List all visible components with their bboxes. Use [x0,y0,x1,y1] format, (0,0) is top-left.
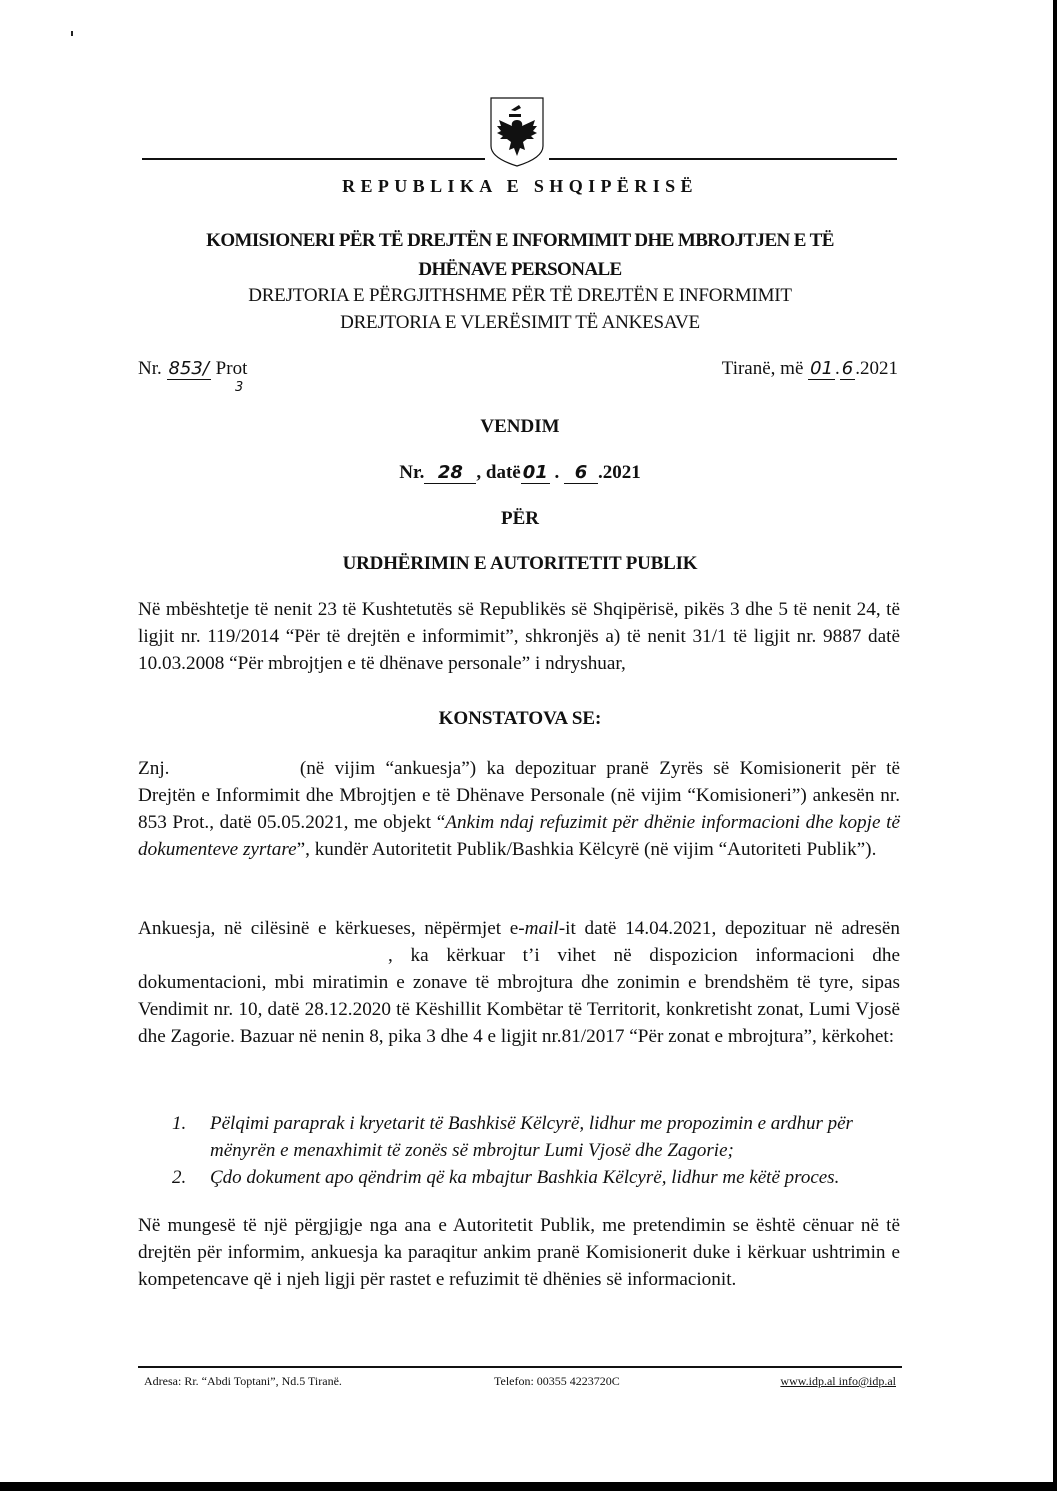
footer-rule [138,1366,902,1368]
list-item: 1. Pëlqimi paraprak i kryetarit të Bashkisë Këlcyrë, lidhur me propozimin e ardhur për mënyrën e menaxhimit të zonës së mbrojtur Lumi Vjosë dhe Zagorie; [172,1113,853,1161]
date-day: 01 [810,358,834,379]
list-item: 2. Çdo dokument apo qëndrim që ka mbajtur Bashkia Këlcyrë, lidhur me këtë proces. [172,1167,840,1188]
albanian-coat-of-arms-icon [487,96,547,168]
appeal-paragraph: Në mungesë të një përgjigje nga ana e Autoritetit Publik, me pretendimin se është cënuar në të drejtën për informim, ankuesja ka paraqitur ankim pranë Komisionerit duke i kërkuar ushtrimin e kompetencave që i njeh ligji për rastet e refuzimit të dhënies së informacionit. [138,1215,900,1290]
footer-address: Adresa: Rr. “Abdi Toptani”, Nd.5 Tiranë. [144,1374,342,1388]
date-month: 6 [841,358,854,379]
directorate: DREJTORIA E VLERËSIMIT TË ANKESAVE [340,312,700,333]
protocol-number-handwritten: 853/ [168,358,209,379]
institution-name [138,226,902,284]
institution-line-1: KOMISIONERI PËR TË DREJTËN E INFORMIMIT DHE MBROJTJEN E TË [206,230,834,251]
findings-heading: KONSTATOVA SE: [438,708,602,729]
decision-nr-handwritten: 28 [424,463,476,484]
place-date: Tiranë, më 01 . 6 .2021 [721,358,898,379]
directorate-general: DREJTORIA E PËRGJITHSHME PËR TË DREJTËN E INFORMIMIT [248,285,792,306]
decision-number: Nr. 28 , datë 01 . 6 .2021 [399,462,641,483]
scan-border-right [1053,0,1057,1491]
header-rule-left [142,158,485,160]
scan-speck [71,31,73,36]
footer-phone: Telefon: 00355 4223720C [494,1374,620,1388]
directorates [138,282,902,336]
complaint-paragraph: Znj. (në vijim “ankuesja”) ka depozituar pranë Zyrës së Komisionerit për të Drejtën e Informimit dhe Mbrojtjen e të Dhënave Personale (në vijim “Komisioneri”) ankesën nr. 853 Prot., datë 05.05.2021, me objekt “Ankim ndaj refuzimit për dhënie informacioni dhe kopje të dokumenteve zyrtare”, kundër Autoritetit Publik/Bashkia Këlcyrë (në vijim “Autoriteti Publik”). [138,758,900,860]
protocol-sub-number: 3 [235,380,244,395]
decision-month: 6 [564,463,598,484]
decision-day: 01 [522,462,548,483]
country-name: REPUBLIKA E SHQIPËRISË [342,176,698,196]
decision-subject: URDHËRIMIN E AUTORITETIT PUBLIK [342,553,698,574]
header-rule-right [549,158,897,160]
requests-list [172,1110,902,1191]
scan-border-bottom [0,1482,1057,1491]
institution-line-2: DHËNAVE PERSONALE [418,259,622,280]
request-paragraph: Ankuesja, në cilësinë e kërkueses, nëpërmjet e-mail-it datë 14.04.2021, depozituar në adresën, ka kërkuar t’i vihet në dispozicion informacioni dhe dokumentacioni, mbi miratimin e zonave të mbrojtura dhe zonimin e brendshëm të tyre, sipas Vendimit nr. 10, datë 28.12.2020 të Këshillit Kombëtar të Territorit, konkretisht zonat, Lumi Vjosë dhe Zagorie. Bazuar në nenin 8, pika 3 dhe 4 e ligjit nr.81/2017 “Për zonat e mbrojtura”, kërkohet: [138,918,900,1047]
protocol-number: Nr. 853/ Prot 3 [138,358,248,395]
decision-title: VENDIM [480,416,560,437]
footer-website-link[interactable]: www.idp.al info@idp.al [780,1374,896,1388]
decision-for: PËR [501,508,539,529]
legal-basis-paragraph: Në mbështetje të nenit 23 të Kushtetutës së Republikës së Shqipërisë, pikës 3 dhe 5 të nenit 24, të ligjit nr. 119/2014 “Për të drejtën e informimit”, shkronjës a) të nenit 31/1 të ligjit nr. 9887 datë 10.03.2008 “Për mbrojtjen e të dhënave personale” i ndryshuar, [138,599,900,674]
